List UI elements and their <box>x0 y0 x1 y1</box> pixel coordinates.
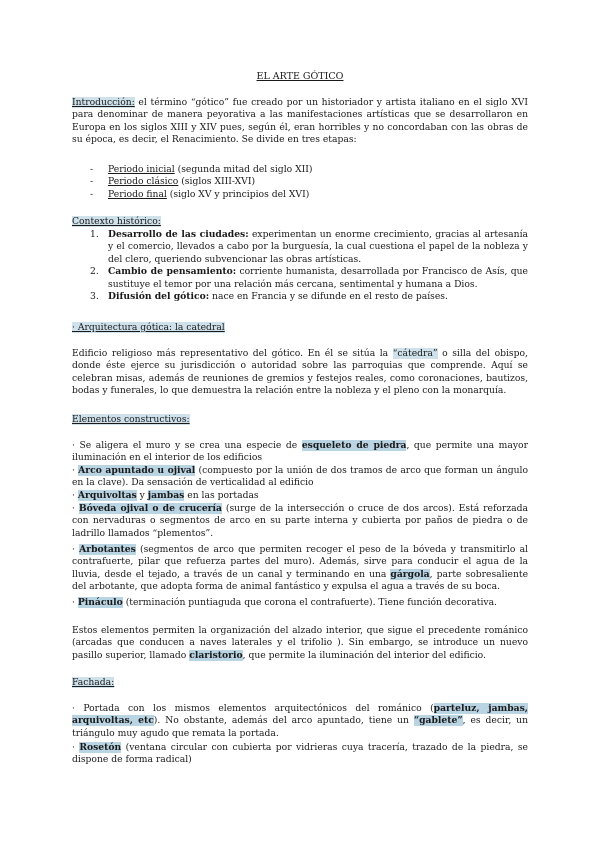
list-item <box>90 291 528 303</box>
elements-heading-text: Elementos constructivos: <box>72 414 190 425</box>
element-item <box>72 490 528 502</box>
intro-label: Introducción: <box>72 97 135 108</box>
text-run: , que permite una mayor iluminación en el interior de los edificios <box>72 440 528 464</box>
text-run: Edificio religioso más representativo del gótico. En él se sitúa la <box>72 348 393 359</box>
highlight-term: “gablete” <box>413 715 463 727</box>
text-run: en las portadas <box>184 490 259 501</box>
element-item <box>72 597 528 609</box>
list-item <box>90 176 312 188</box>
text-run: y <box>136 490 148 501</box>
highlight-term: “cátedra” <box>392 348 438 359</box>
facade-heading <box>72 677 114 689</box>
highlight-term: Rosetón <box>79 742 122 753</box>
item-term: Difusión del gótico: <box>108 291 210 303</box>
periods-list <box>90 164 312 201</box>
highlight-term: claristorio <box>189 649 243 661</box>
text-run: (ventana circular con cubierta por vidrieras cuya tracería, trazado de la piedra, se dispone de forma radical) <box>72 742 528 766</box>
text-run: (terminación puntiaguda que corona el contrafuerte). Tiene función decorativa. <box>122 597 497 608</box>
text-run: , es decir, un triángulo muy agudo que remata la portada. <box>72 715 529 739</box>
list-item <box>90 189 312 201</box>
intro-paragraph <box>72 97 528 147</box>
element-item <box>72 544 528 594</box>
element-item <box>72 465 528 490</box>
text-run: (compuesto por la unión de dos tramos de arco que forman un ángulo en la clave). Da sensación de verticalidad al edificio <box>72 465 528 489</box>
highlight-term: Pináculo <box>77 597 123 608</box>
bullet: · <box>72 490 78 501</box>
text-run: · Se aligera el muro y se crea una especie de <box>72 440 302 451</box>
highlight-term: Arbotantes <box>79 544 136 555</box>
list-item <box>90 164 312 176</box>
list-item <box>90 266 528 291</box>
bullet: · <box>72 503 79 514</box>
bullet: · <box>72 544 80 555</box>
elements-heading <box>72 414 190 426</box>
text-run: o silla del obispo, donde éste ejerce su jurisdicción o autoridad sobre las parroquias que comprende. Aquí se celebran misas, además de reuniones de gremios y festejos reales, como coronaciones, bautizos, bodas y funerales, lo que demuestra la relación entre la nobleza y el pleno con la monarquía. <box>72 348 528 397</box>
item-term: Desarrollo de las ciudades: <box>108 229 249 240</box>
period-desc: (siglo XV y principios del XVI) <box>166 188 310 200</box>
cathedral-paragraph <box>72 348 528 398</box>
facade-heading-text: Fachada: <box>72 677 115 688</box>
item-number: 1. <box>90 229 99 240</box>
item-text: experimentan un enorme crecimiento, gracias al artesanía y el comercio, llevados a cabo por la burguesía, la cual cuestiona el papel de la nobleza y del clero, queriendo subvencionar las obras artísticas. <box>108 229 528 265</box>
item-term: Cambio de pensamiento: <box>108 266 237 278</box>
interior-paragraph <box>72 625 528 662</box>
highlight-term: Arquivoltas <box>77 490 137 501</box>
bullet: · <box>72 742 80 753</box>
bullet: · <box>72 465 79 476</box>
text-run: (surge de la intersección o cruce de dos arcos). Está reforzada con nervaduras o segmentos de arco en su parte interna y cubierta por paños de piedra o de ladrillo llamados “plementos”. <box>72 503 528 539</box>
context-heading <box>72 216 161 228</box>
cathedral-heading <box>72 322 225 334</box>
item-text: corriente humanista, desarrollada por Francisco de Asís, que sustituye el temor por una relación más cercana, sentimental y humana a Dios. <box>108 266 528 290</box>
highlight-term: esqueleto de piedra <box>301 440 407 451</box>
highlight-term: Arco apuntado u ojival <box>78 465 196 476</box>
item-text: nace en Francia y se difunde en el resto de países. <box>209 291 448 303</box>
item-number: 3. <box>90 291 99 303</box>
context-heading-text: Contexto histórico: <box>72 216 161 227</box>
period-desc: (segunda mitad del siglo XII) <box>174 164 313 175</box>
highlight-term: jambas <box>147 490 185 501</box>
text-run: · Portada con los mismos elementos arquitectónicos del románico ( <box>72 703 434 714</box>
item-number: 2. <box>90 266 99 278</box>
text-run: , que permite la iluminación del interior del edificio. <box>242 649 486 661</box>
intro-text: el término “gótico” fue creado por un historiador y artista italiano en el siglo XVI para denominar de manera peyorativa a las manifestaciones artísticas que se desarrollaron en Europa en los siglos XIII y XIV pues, según él, eran horribles y no concordaban con las obras de su época, es decir, el Renacimiento. Se divide en tres etapas: <box>72 97 528 146</box>
text-run: (segmentos de arco que permiten recoger el peso de la bóveda y transmitirlo al contrafuerte, pilar que refuerza partes del muro). Además, sirve para conducir el agua de la lluvia, desde el tejado, a través de un canal y terminando en una <box>72 544 528 580</box>
highlight-term: parteluz, jambas, arquivoltas, etc <box>72 703 528 727</box>
text-run: ). No obstante, además del arco apuntado, tiene un <box>153 715 414 727</box>
text-run: Estos elementos permiten la organización del alzado interior, que sigue el precedente románico (arcadas que conducen a naves laterales y el trifolio ). Sin embargo, se introduce un nuevo pasillo superior, llamado <box>72 625 528 661</box>
facade-item <box>72 703 528 740</box>
period-name: Periodo clásico <box>108 176 179 188</box>
page-title: EL ARTE GÓTICO <box>256 71 344 82</box>
facade-item <box>72 742 528 767</box>
context-list <box>90 229 528 303</box>
period-name: Periodo final <box>108 188 167 200</box>
cathedral-heading-text: · Arquitectura gótica: la catedral <box>72 322 225 333</box>
list-item <box>90 229 528 266</box>
highlight-term: Bóveda ojival o de crucería <box>78 503 222 514</box>
bullet: · <box>72 597 78 608</box>
text-run: , parte sobresaliente del arbotante, que adopta forma de animal fantástico y expulsa el agua a través de su boca. <box>72 568 529 593</box>
element-item <box>72 440 528 465</box>
period-desc: (siglos XIII-XVI) <box>178 176 256 188</box>
highlight-term: gárgola <box>390 568 430 580</box>
period-name: Periodo inicial <box>108 164 175 175</box>
element-item <box>72 503 528 540</box>
